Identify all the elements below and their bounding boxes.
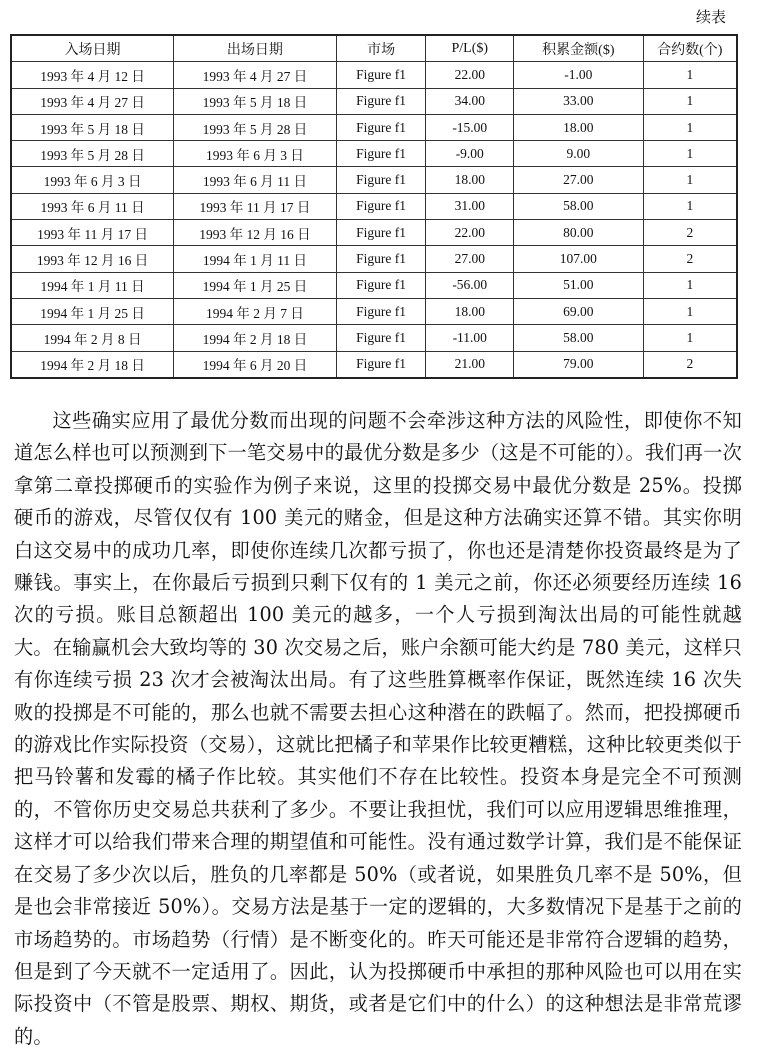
contracts-cell: 1 — [643, 62, 737, 88]
pl-cell: 22.00 — [426, 220, 514, 246]
entry-date-cell: 1993 年 5 月 28 日 — [11, 141, 174, 167]
table-row — [11, 246, 737, 272]
market-cell: Figure f1 — [336, 246, 426, 272]
market-cell: Figure f1 — [336, 88, 426, 114]
table-row — [11, 167, 737, 193]
table-row — [11, 298, 737, 324]
pl-cell: 31.00 — [426, 193, 514, 219]
pl-cell: 22.00 — [426, 62, 514, 88]
table-row — [11, 88, 737, 114]
exit-date-cell: 1993 年 6 月 11 日 — [174, 167, 337, 193]
table-header-row — [11, 35, 737, 62]
table-row — [11, 220, 737, 246]
exit-date-cell: 1993 年 4 月 27 日 — [174, 62, 337, 88]
body-paragraph: 这些确实应用了最优分数而出现的问题不会牵涉这种方法的风险性，即使你不知道怎么样也可以预测到下一笔交易中的最优分数是多少（这是不可能的）。我们再一次拿第二章投掷硬币的实验作为例子来说，这里的投掷交易中最优分数是 25%。投掷硬币的游戏，尽管仅仅有 100 美元的赌金，但是这种方法确实还算不错。其实你明白这交易中的成功几率，即使你连续几次都亏损了，你也还是清楚你投资最终是为了赚钱。事实上，在你最后亏损到只剩下仅有的 1 美元之前，你还必须要经历连续 16 次的亏损。账目总额超出 100 美元的越多，一个人亏损到淘汰出局的可能性就越大。在输赢机会大致均等的 30 次交易之后，账户余额可能大约是 780 美元，这样只有你连续亏损 23 次才会被淘汰出局。有了这些胜算概率作保证，既然连续 16 次失败的投掷是不可能的，那么也就不需要去担心这种潜在的跌幅了。然而，把投掷硬币的游戏比作实际投资（交易），这就比把橘子和苹果作比较更糟糕，这种比较更类似于把马铃薯和发霉的橘子作比较。其实他们不存在比较性。投资本身是完全不可预测的，不管你历史交易总共获利了多少。不要让我担忧，我们可以应用逻辑思维推理，这样才可以给我们带来合理的期望值和可能性。没有通过数学计算，我们是不能保证在交易了多少次以后，胜负的几率都是 50%（或者说，如果胜负几率不是 50%，但是也会非常接近 50%）。交易方法是基于一定的逻辑的，大多数情况下是基于之前的市场趋势的。市场趋势（行情）是不断变化的。昨天可能还是非常符合逻辑的趋势，但是到了今天就不一定适用了。因此，认为投掷硬币中承担的那种风险也可以用在实际投资中（不管是股票、期权、期货，或者是它们中的什么）的这种想法是非常荒谬的。 — [14, 409, 742, 1048]
table-body — [11, 62, 737, 378]
cumulative-cell: 58.00 — [514, 193, 644, 219]
cumulative-cell: 18.00 — [514, 114, 644, 140]
market-cell: Figure f1 — [336, 272, 426, 298]
cumulative-cell: 80.00 — [514, 220, 644, 246]
contracts-cell: 1 — [643, 272, 737, 298]
cumulative-cell: 107.00 — [514, 246, 644, 272]
pl-cell: 21.00 — [426, 351, 514, 378]
table-row — [11, 351, 737, 378]
contracts-cell: 2 — [643, 351, 737, 378]
table-row — [11, 272, 737, 298]
contracts-cell: 2 — [643, 246, 737, 272]
entry-date-cell: 1993 年 5 月 18 日 — [11, 114, 174, 140]
exit-date-cell: 1994 年 2 月 7 日 — [174, 298, 337, 324]
entry-date-cell: 1993 年 6 月 3 日 — [11, 167, 174, 193]
contracts-cell: 1 — [643, 88, 737, 114]
header-market: 市场 — [336, 35, 426, 62]
header-entry-date: 入场日期 — [11, 35, 174, 62]
contracts-cell: 1 — [643, 325, 737, 351]
entry-date-cell: 1993 年 11 月 17 日 — [11, 220, 174, 246]
continued-table-label: 续表 — [695, 8, 726, 26]
header-cumulative: 积累金额($) — [514, 35, 644, 62]
market-cell: Figure f1 — [336, 193, 426, 219]
cumulative-cell: 9.00 — [514, 141, 644, 167]
pl-cell: 27.00 — [426, 246, 514, 272]
header-pl: P/L($) — [426, 35, 514, 62]
market-cell: Figure f1 — [336, 62, 426, 88]
contracts-cell: 1 — [643, 141, 737, 167]
exit-date-cell: 1993 年 6 月 3 日 — [174, 141, 337, 167]
market-cell: Figure f1 — [336, 141, 426, 167]
exit-date-cell: 1993 年 11 月 17 日 — [174, 193, 337, 219]
header-exit-date: 出场日期 — [174, 35, 337, 62]
pl-cell: -15.00 — [426, 114, 514, 140]
entry-date-cell: 1993 年 12 月 16 日 — [11, 246, 174, 272]
exit-date-cell: 1994 年 6 月 20 日 — [174, 351, 337, 378]
exit-date-cell: 1994 年 2 月 18 日 — [174, 325, 337, 351]
header-contracts: 合约数(个) — [643, 35, 737, 62]
cumulative-cell: 79.00 — [514, 351, 644, 378]
market-cell: Figure f1 — [336, 167, 426, 193]
market-cell: Figure f1 — [336, 351, 426, 378]
market-cell: Figure f1 — [336, 325, 426, 351]
table-row — [11, 114, 737, 140]
contracts-cell: 2 — [643, 220, 737, 246]
pl-cell: -9.00 — [426, 141, 514, 167]
entry-date-cell: 1993 年 6 月 11 日 — [11, 193, 174, 219]
cumulative-cell: 27.00 — [514, 167, 644, 193]
trade-table — [10, 34, 738, 379]
exit-date-cell: 1994 年 1 月 11 日 — [174, 246, 337, 272]
contracts-cell: 1 — [643, 298, 737, 324]
pl-cell: 18.00 — [426, 298, 514, 324]
entry-date-cell: 1994 年 1 月 25 日 — [11, 298, 174, 324]
contracts-cell: 1 — [643, 167, 737, 193]
pl-cell: -56.00 — [426, 272, 514, 298]
pl-cell: 34.00 — [426, 88, 514, 114]
entry-date-cell: 1994 年 2 月 18 日 — [11, 351, 174, 378]
cumulative-cell: 33.00 — [514, 88, 644, 114]
exit-date-cell: 1994 年 1 月 25 日 — [174, 272, 337, 298]
market-cell: Figure f1 — [336, 220, 426, 246]
cumulative-cell: 51.00 — [514, 272, 644, 298]
entry-date-cell: 1993 年 4 月 12 日 — [11, 62, 174, 88]
cumulative-cell: 58.00 — [514, 325, 644, 351]
exit-date-cell: 1993 年 5 月 28 日 — [174, 114, 337, 140]
table-row — [11, 141, 737, 167]
entry-date-cell: 1993 年 4 月 27 日 — [11, 88, 174, 114]
market-cell: Figure f1 — [336, 298, 426, 324]
cumulative-cell: -1.00 — [514, 62, 644, 88]
table-row — [11, 193, 737, 219]
exit-date-cell: 1993 年 5 月 18 日 — [174, 88, 337, 114]
market-cell: Figure f1 — [336, 114, 426, 140]
entry-date-cell: 1994 年 2 月 8 日 — [11, 325, 174, 351]
table-row — [11, 325, 737, 351]
pl-cell: 18.00 — [426, 167, 514, 193]
contracts-cell: 1 — [643, 114, 737, 140]
contracts-cell: 1 — [643, 193, 737, 219]
table-row — [11, 62, 737, 88]
cumulative-cell: 69.00 — [514, 298, 644, 324]
exit-date-cell: 1993 年 12 月 16 日 — [174, 220, 337, 246]
pl-cell: -11.00 — [426, 325, 514, 351]
entry-date-cell: 1994 年 1 月 11 日 — [11, 272, 174, 298]
